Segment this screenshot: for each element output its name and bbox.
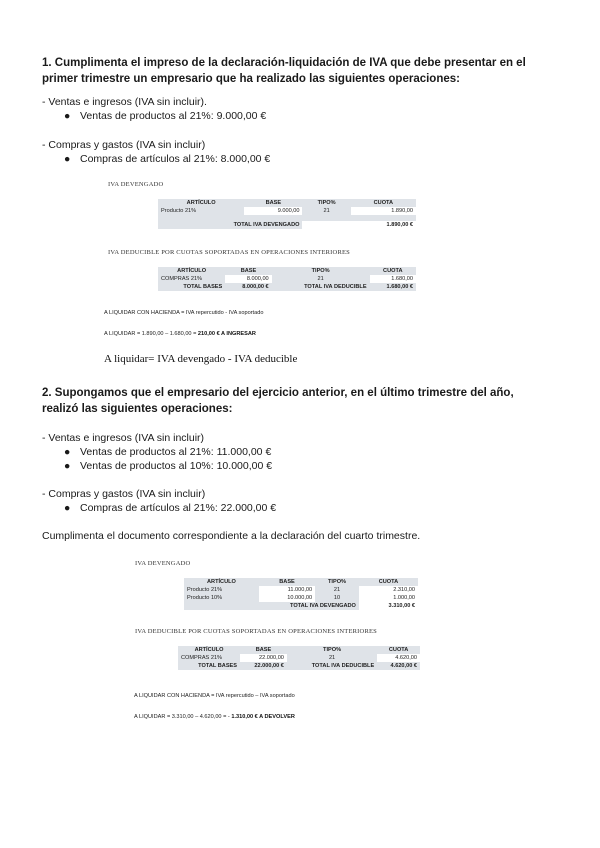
list-item: ● Ventas de productos al 21%: 9.000,00 € xyxy=(64,110,267,122)
table-header-row: ARTÍCULO BASE TIPO% CUOTA xyxy=(186,200,394,206)
table-total-row: TOTAL BASES 8.000,00 € TOTAL IVA DEDUCIBLE 1.680,00 € xyxy=(183,284,413,290)
exercise-2-title: 2. Supongamos que el empresario del ejercicio anterior, en el último trimestre del año, realizó las siguientes operaciones: xyxy=(42,387,514,415)
table-row: COMPRAS 21% 8.000,00 21 1.680,00 xyxy=(158,275,416,283)
list-item: ● Ventas de productos al 21%: 11.000,00 € xyxy=(64,446,272,458)
bullet-icon: ● xyxy=(64,153,71,165)
iva-devengado-table-2 xyxy=(184,578,418,610)
table-row: COMPRAS 21% 22.000,00 21 4.620,00 xyxy=(178,654,420,662)
table-total-row: TOTAL BASES 22.000,00 € TOTAL IVA DEDUCIBLE 4.620,00 € xyxy=(198,663,417,669)
liquidar-formula-2: A LIQUIDAR CON HACIENDA = IVA repercutido – IVA soportado xyxy=(134,693,295,699)
liquidar-result-2: 1.310,00 € A DEVOLVER xyxy=(231,714,295,720)
ventas-header-2: - Ventas e ingresos (IVA sin incluir) xyxy=(42,432,205,444)
table-row: Producto 21% 11.000,00 21 2.310,00 xyxy=(184,586,418,594)
iva-devengado-label-1: IVA DEVENGADO xyxy=(108,181,164,188)
table-row: Producto 10% 10.000,00 10 1.000,00 xyxy=(184,594,418,602)
bullet-icon: ● xyxy=(64,446,71,458)
table-row: Producto 21% 9.000,00 21 1.890,00 xyxy=(158,207,416,215)
iva-devengado-label-2: IVA DEVENGADO xyxy=(135,560,191,567)
exercise-1-title: 1. Cumplimenta el impreso de la declaración-liquidación de IVA que debe presentar en el primer trimestre un empresario que ha realizado las siguientes operaciones: xyxy=(42,57,526,85)
iva-deducible-table-2 xyxy=(178,646,420,670)
iva-deducible-table-1 xyxy=(158,267,416,291)
liquidar-formula-1: A LIQUIDAR CON HACIENDA = IVA repercutido - IVA soportado xyxy=(104,310,264,316)
table-header-row: ARTÍCULO BASE TIPO% CUOTA xyxy=(177,268,403,274)
bullet-icon: ● xyxy=(64,502,71,514)
table-header-row: ARTÍCULO BASE TIPO% CUOTA xyxy=(207,579,399,585)
table-header-row: ARTÍCULO BASE TIPO% CUOTA xyxy=(194,647,409,653)
iva-deducible-label-2: IVA DEDUCIBLE POR CUOTAS SOPORTADAS EN OPERACIONES INTERIORES xyxy=(135,628,377,635)
liquidar-result-1: 210,00 € A INGRESAR xyxy=(197,331,256,337)
bullet-icon: ● xyxy=(64,110,71,122)
table-total-row: TOTAL IVA DEVENGADO 1.890,00 € xyxy=(158,221,416,229)
ventas-header-1: - Ventas e ingresos (IVA sin incluir). xyxy=(42,96,207,108)
iva-deducible-label-1: IVA DEDUCIBLE POR CUOTAS SOPORTADAS EN OPERACIONES INTERIORES xyxy=(108,249,350,256)
instruction-2: Cumplimenta el documento correspondiente a la declaración del cuarto trimestre. xyxy=(42,530,421,542)
compras-header-1: - Compras y gastos (IVA sin incluir) xyxy=(42,139,206,151)
compras-header-2: - Compras y gastos (IVA sin incluir) xyxy=(42,488,206,500)
iva-devengado-table-1 xyxy=(158,199,416,229)
bullet-icon: ● xyxy=(64,460,71,472)
list-item: ● Ventas de productos al 10%: 10.000,00 € xyxy=(64,460,273,472)
liquidar-calc-1: A LIQUIDAR = 1.890,00 – 1.680,00 = 210,00 € A INGRESAR xyxy=(104,331,256,337)
list-item: ● Compras de artículos al 21%: 8.000,00 € xyxy=(64,153,271,165)
liquidar-calc-2: A LIQUIDAR = 3.310,00 – 4.620,00 = - 1.310,00 € A DEVOLVER xyxy=(134,714,295,720)
list-item: ● Compras de artículos al 21%: 22.000,00 € xyxy=(64,502,277,514)
handwritten-note: A liquidar= IVA devengado - IVA deducible xyxy=(104,353,298,365)
table-total-row: TOTAL IVA DEVENGADO 3.310,00 € xyxy=(184,602,418,610)
